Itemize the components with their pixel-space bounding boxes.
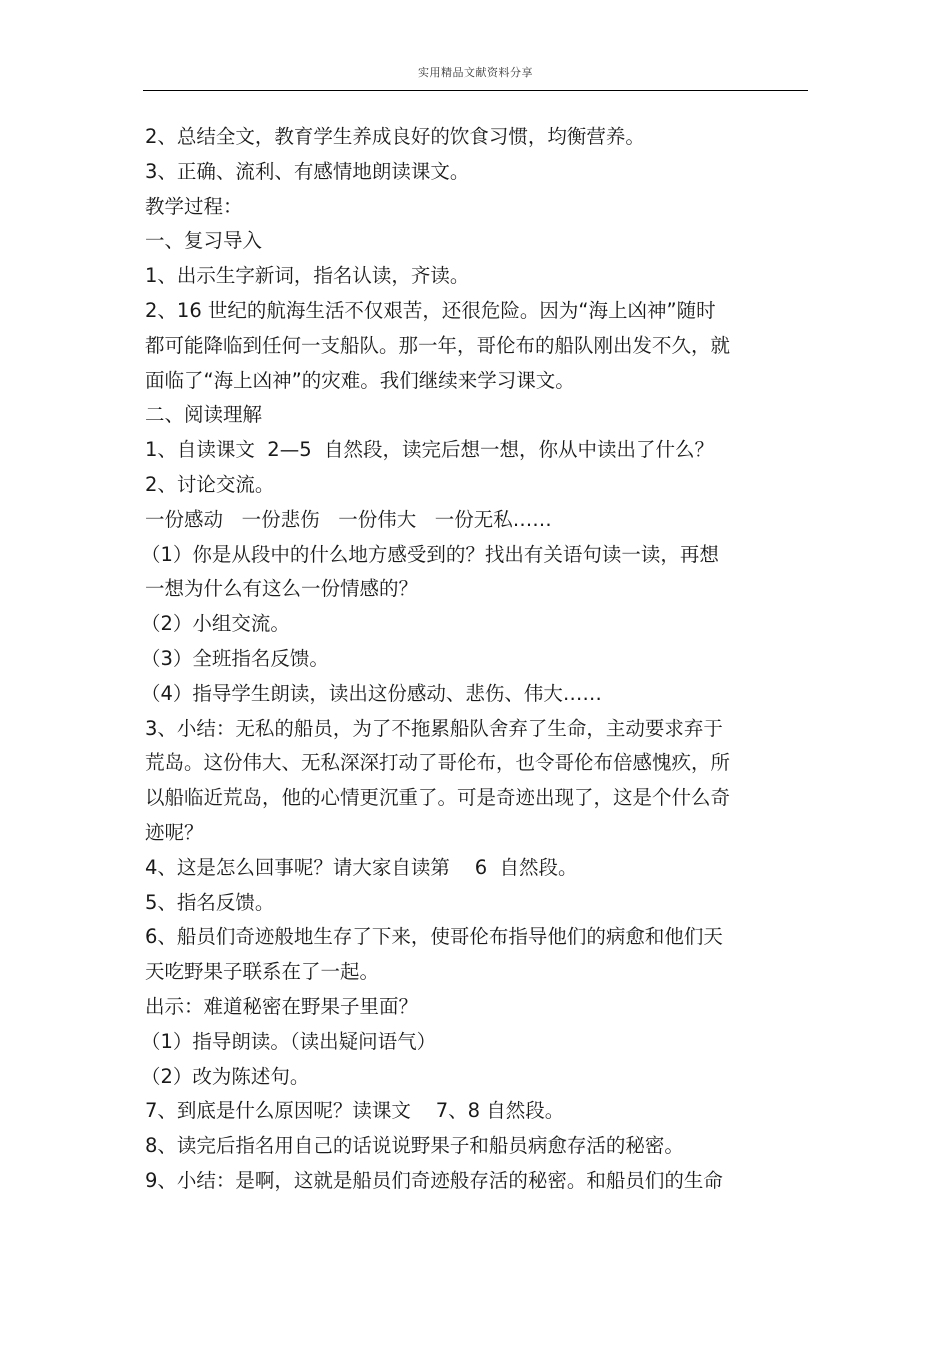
text-line: 7、到底是什么原因呢？读课文 7、8 自然段。: [145, 1099, 565, 1123]
text-line: 9、小结：是啊，这就是船员们奇迹般存活的秘密。和船员们的生命: [145, 1168, 723, 1192]
header-divider: [143, 90, 808, 91]
text-line: 一、复习导入: [145, 229, 263, 253]
text-line: 二、阅读理解: [145, 403, 263, 427]
text-line: 以船临近荒岛，他的心情更沉重了。可是奇迹出现了，这是个什么奇: [145, 786, 731, 810]
document-body: [141, 120, 785, 1199]
text-line: 天吃野果子联系在了一起。: [145, 960, 380, 984]
text-line: 2、总结全文，教育学生养成良好的饮食习惯，均衡营养。: [145, 125, 645, 148]
text-line: 4、这是怎么回事呢？请大家自读第 6 自然段。: [145, 855, 578, 879]
text-line: 3、正确、流利、有感情地朗读课文。: [145, 159, 470, 183]
text-line: 5、指名反馈。: [145, 890, 275, 914]
text-line: 一想为什么有这么一份情感的？: [145, 577, 419, 601]
text-line: 一份感动 一份悲伤 一份伟大 一份无私……: [145, 507, 552, 531]
text-line: 荒岛。这份伟大、无私深深打动了哥伦布，也令哥伦布倍感愧疚，所: [145, 751, 731, 775]
text-line: 1、出示生字新词，指名认读，齐读。: [145, 264, 470, 288]
text-line: （3）全班指名反馈。: [141, 646, 329, 670]
text-line: （4）指导学生朗读，读出这份感动、悲伤、伟大……: [141, 681, 602, 705]
text-line: （2）小组交流。: [141, 612, 290, 636]
text-line: 6、船员们奇迹般地生存了下来，使哥伦布指导他们的病愈和他们天: [145, 925, 723, 949]
text-line: 8、读完后指名用自己的话说说野果子和船员病愈存活的秘密。: [145, 1134, 684, 1158]
text-line: 2、讨论交流。: [145, 472, 275, 496]
text-line: 3、小结：无私的船员，为了不拖累船队舍弃了生命，主动要求弃于: [145, 716, 723, 740]
text-line: 面临了“海上凶神”的灾难。我们继续来学习课文。: [145, 368, 575, 392]
text-line: （1）你是从段中的什么地方感受到的？找出有关语句读一读，再想: [141, 542, 719, 566]
text-line: 教学过程：: [145, 194, 243, 218]
text-line: 出示：难道秘密在野果子里面？: [145, 994, 419, 1018]
text-line: 2、16 世纪的航海生活不仅艰苦，还很危险。因为“海上凶神”随时: [145, 298, 716, 322]
text-line: （1）指导朗读。（读出疑问语气）: [141, 1029, 437, 1053]
text-line: 迹呢？: [145, 820, 204, 844]
text-line: 1、自读课文 2—5 自然段，读完后想一想，你从中读出了什么？: [145, 438, 715, 462]
text-line: （2）改为陈述句。: [141, 1064, 310, 1088]
text-line: 都可能降临到任何一支船队。那一年，哥伦布的船队刚出发不久，就: [145, 333, 731, 357]
page-header: 实用精品文献资料分享: [418, 66, 533, 79]
